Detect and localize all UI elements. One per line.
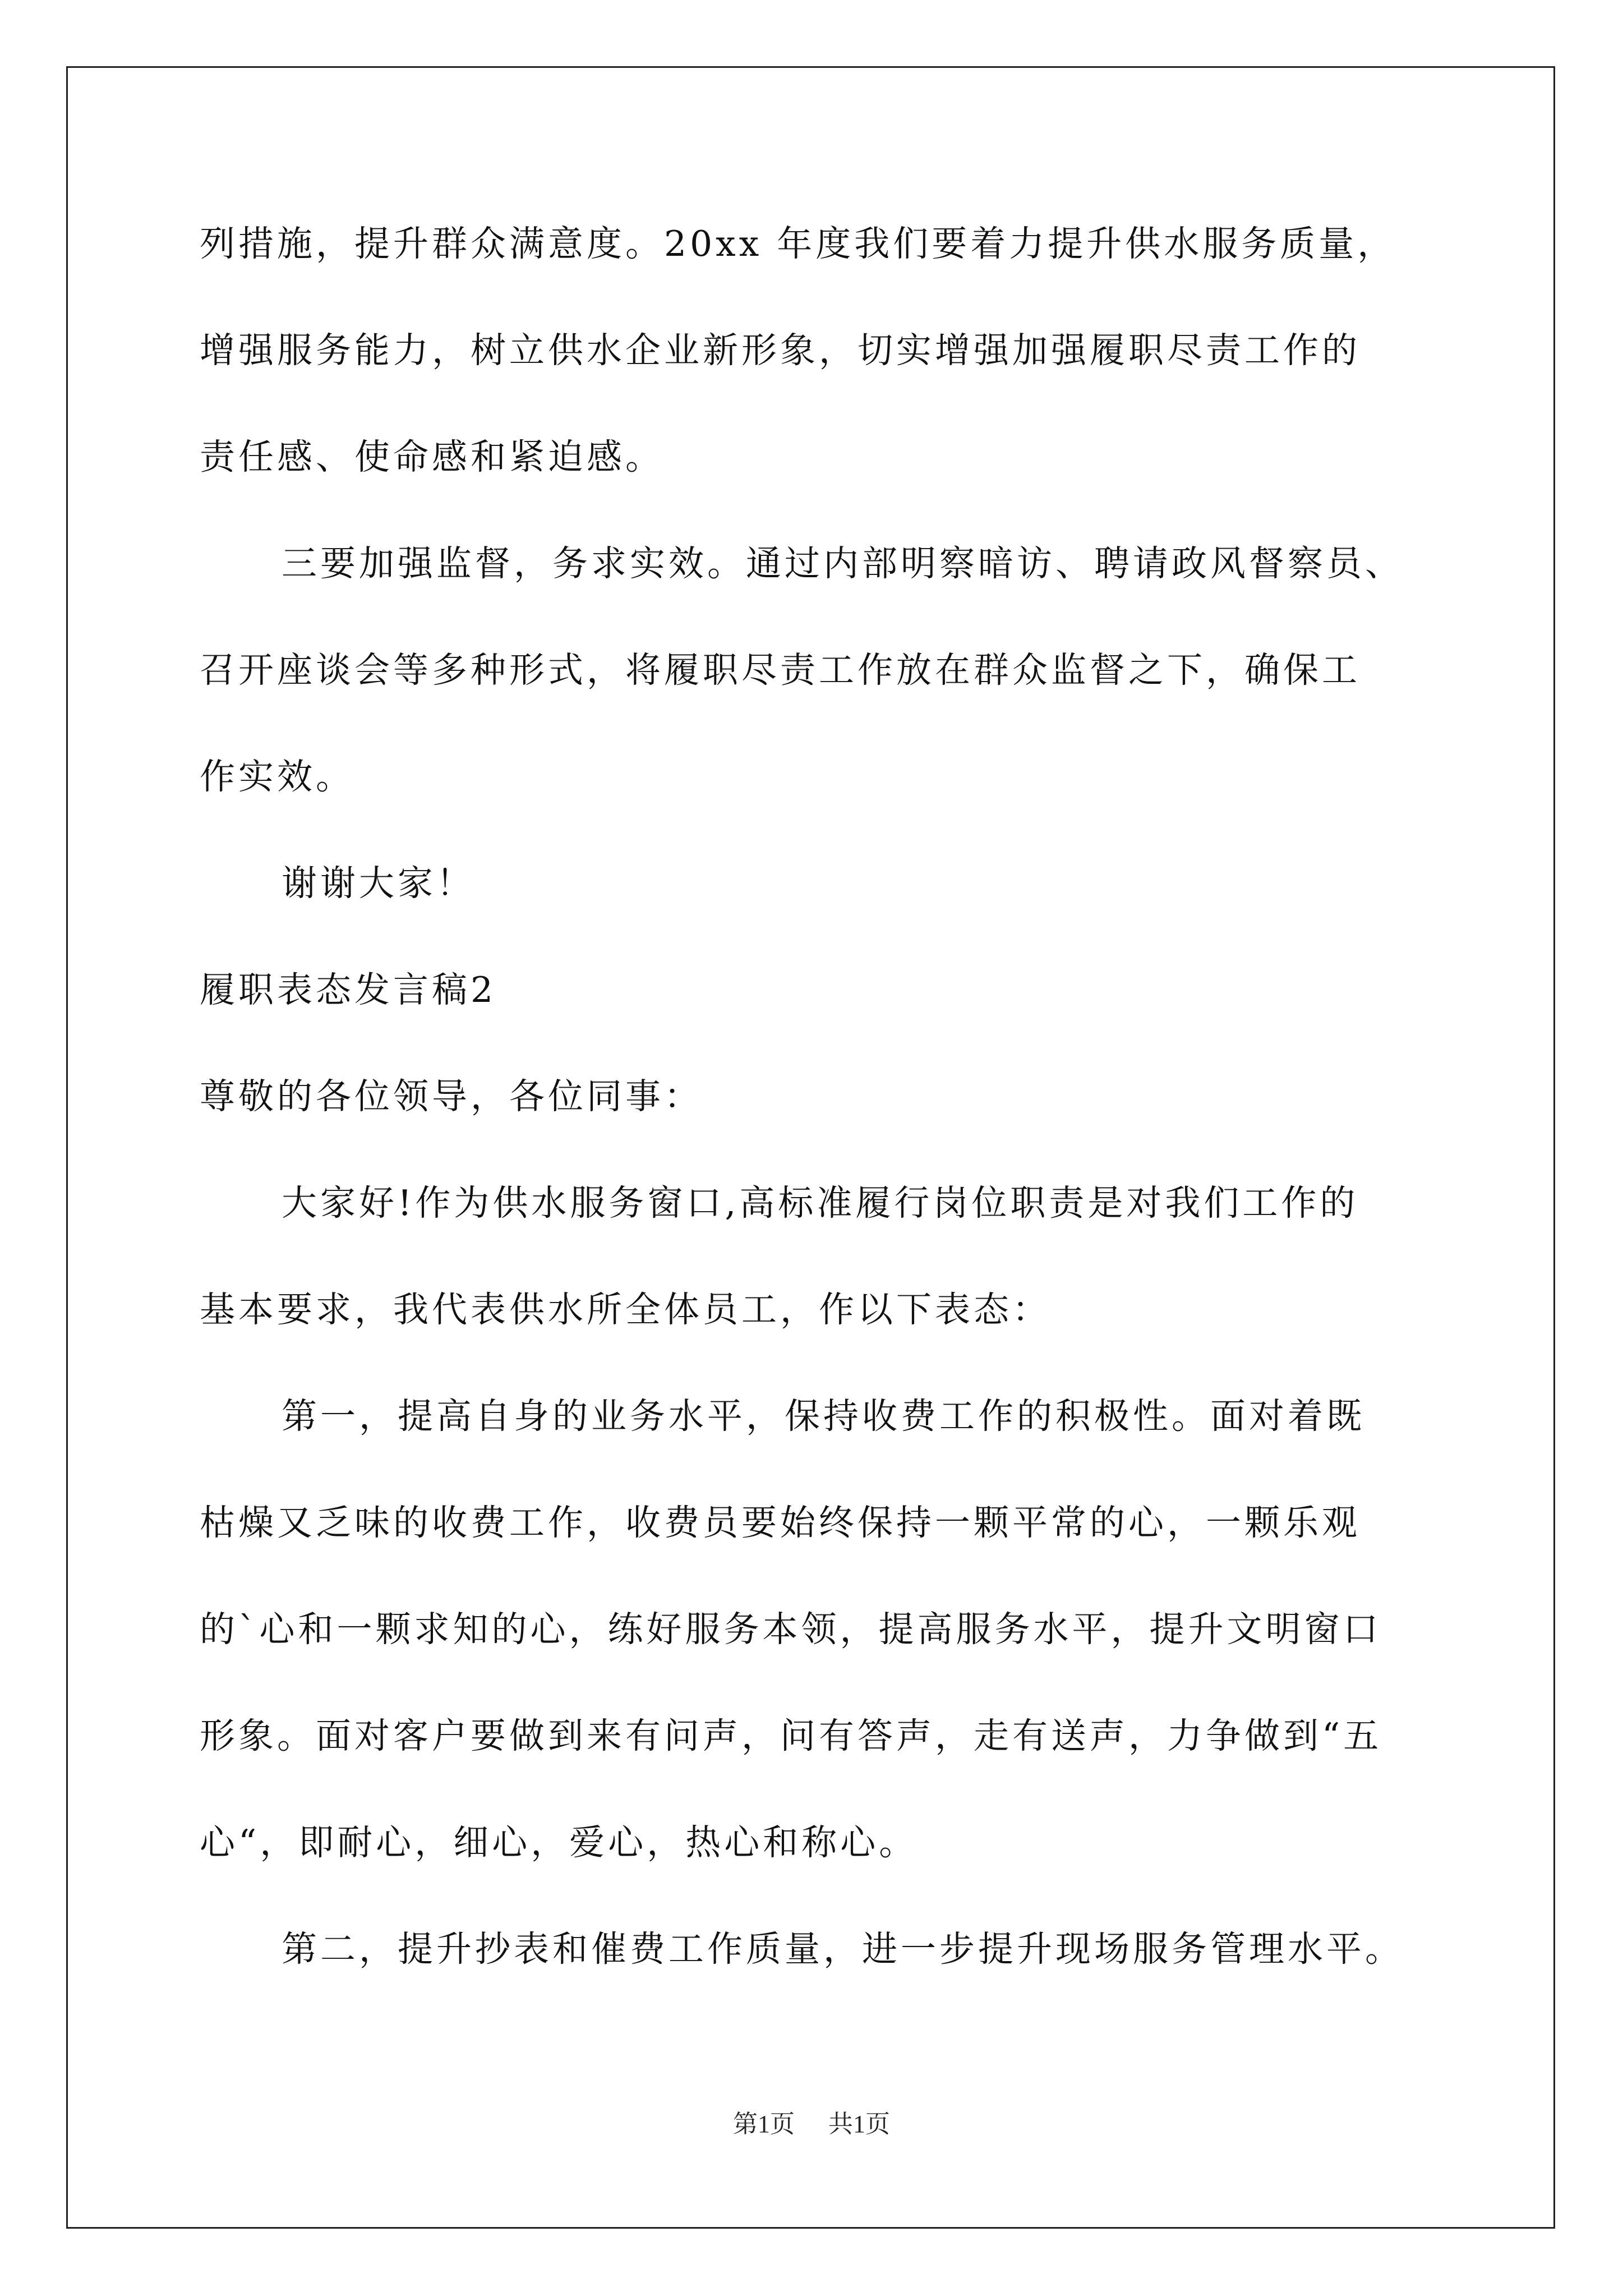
page-total: 共1页 [828,2110,890,2138]
paragraph-first-line: 三要加强监督，务求实效。通过内部明察暗访、聘请政风督察员、 [282,543,1404,584]
page-footer [0,2104,1623,2139]
section-title: 履职表态发言稿2 [200,969,497,1010]
closing-thanks: 谢谢大家！ [282,863,475,904]
text-line: 心“，即耐心，细心，爱心，热心和称心。 [200,1822,918,1863]
text-line: 增强服务能力，树立供水企业新形象，切实增强加强履职尽责工作的 [200,330,1361,371]
text-line: 枯燥又乏味的收费工作，收费员要始终保持一颗平常的心，一颗乐观 [200,1502,1361,1543]
paragraph-first-line: 大家好!作为供水服务窗口,高标准履行岗位职责是对我们工作的 [282,1182,1359,1223]
document-body [200,216,1439,2028]
text-line: 的`心和一颗求知的心，练好服务本领，提高服务水平，提升文明窗口 [200,1609,1382,1650]
text-line: 列措施，提升群众满意度。20xx 年度我们要着力提升供水服务质量， [200,223,1396,264]
text-line: 召开座谈会等多种形式，将履职尽责工作放在群众监督之下，确保工 [200,650,1361,691]
page-number: 第1页 [733,2110,795,2138]
paragraph-first-line: 第二，提升抄表和催费工作质量，进一步提升现场服务管理水平。 [282,1929,1404,1970]
text-line: 责任感、使命感和紧迫感。 [200,436,664,477]
salutation: 尊敬的各位领导，各位同事： [200,1076,703,1117]
text-line: 基本要求，我代表供水所全体员工，作以下表态： [200,1289,1051,1330]
text-line: 作实效。 [200,756,354,797]
paragraph-first-line: 第一，提高自身的业务水平，保持收费工作的积极性。面对着既 [282,1396,1365,1437]
text-line: 形象。面对客户要做到来有问声，问有答声，走有送声，力争做到“五 [200,1715,1382,1756]
